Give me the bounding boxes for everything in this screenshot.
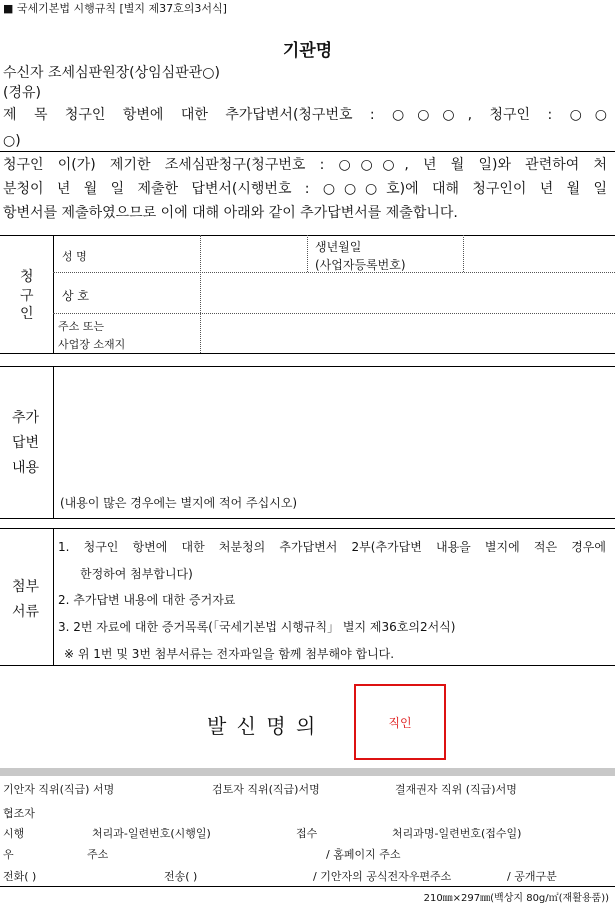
claimant-label-3: 인 xyxy=(20,306,34,322)
fax: 전송( ) xyxy=(164,870,198,883)
footer-grey-bar xyxy=(0,768,615,776)
company-label: 상 호 xyxy=(62,289,89,303)
attachments-label-1: 첨부 xyxy=(12,579,40,595)
additional-top-border xyxy=(0,366,615,367)
reviewer: 검토자 직위(직급)서명 xyxy=(212,783,320,796)
footer-bottom-border xyxy=(0,886,615,887)
form-reference: ■ 국세기본법 시행규칙 [별지 제37호의3서식] xyxy=(3,2,227,15)
body-line-1: 청구인 이(가) 제기한 조세심판청구(청구번호 : ○○○, 년 월 일)와 관련하여 처 xyxy=(3,157,607,173)
additional-label-1: 추가 xyxy=(12,410,40,426)
attachment-item-1-line-1: 1. 청구인 항변에 대한 처분청의 추가답변서 2부(추가답변 내용을 별지에 적은 경우에 xyxy=(58,540,606,554)
additional-note: (내용이 많은 경우에는 별지에 적어 주십시오) xyxy=(60,496,298,510)
attachment-note: ※ 위 1번 및 3번 첨부서류는 전자파일을 함께 첨부해야 합니다. xyxy=(64,647,395,661)
process-dept: 처리과-일련번호(시행일) xyxy=(92,827,211,840)
additional-bottom-border xyxy=(0,518,615,519)
claimant-row-divider-2 xyxy=(53,313,615,314)
birth-label-2: (사업자등록번호) xyxy=(315,258,406,272)
recipient: 수신자 조세심판원장(상임심판관○) xyxy=(3,65,220,81)
additional-label-divider xyxy=(53,366,54,518)
birth-label-1: 생년월일 xyxy=(315,240,362,254)
attachments-label-2: 서류 xyxy=(12,604,40,620)
address: 주소 xyxy=(87,848,109,861)
phone: 전화( ) xyxy=(3,870,37,883)
claimant-col-divider xyxy=(200,235,201,353)
subject-line-1: 제 목 청구인 항변에 대한 추가답변서(청구번호 : ○○○, 청구인 : ○○ xyxy=(3,107,607,123)
subject-line-2: ○) xyxy=(3,133,21,149)
process-dept-receipt: 처리과명-일련번호(접수일) xyxy=(392,827,522,840)
approver: 결재권자 직위 (직급)서명 xyxy=(395,783,517,796)
address-label-2: 사업장 소재지 xyxy=(58,338,126,351)
attachments-top-border xyxy=(0,528,615,529)
email: / 기안자의 공식전자우편주소 xyxy=(313,870,452,883)
receipt: 접수 xyxy=(296,827,318,840)
attachments-label-divider xyxy=(53,528,54,665)
collaborator: 협조자 xyxy=(3,807,35,820)
official-seal-box xyxy=(354,684,446,760)
postal: 우 xyxy=(3,848,14,861)
memo-divider xyxy=(0,151,615,152)
homepage: / 홈페이지 주소 xyxy=(326,848,401,861)
attachments-bottom-border xyxy=(0,665,615,666)
address-label-1: 주소 또는 xyxy=(58,320,105,333)
body-line-2: 분청이 년 월 일 제출한 답변서(시행번호 : ○○○호)에 대해 청구인이 년 월 일 xyxy=(3,181,607,197)
org-title: 기관명 xyxy=(282,41,333,61)
attachment-item-1-line-2: 한정하여 첨부합니다) xyxy=(80,567,193,581)
paper-spec: 210㎜×297㎜(백상지 80g/㎡(재활용품)) xyxy=(423,893,609,904)
sender-title: 발 신 명 의 xyxy=(207,714,318,738)
claimant-label-1: 청 xyxy=(20,269,34,285)
additional-label-2: 답변 xyxy=(12,435,40,451)
additional-label-3: 내용 xyxy=(12,460,40,476)
name-label: 성 명 xyxy=(62,250,87,263)
claimant-col-divider-3 xyxy=(463,235,464,272)
seal-label: 직인 xyxy=(388,716,412,730)
claimant-label-divider xyxy=(53,235,54,353)
via: (경유) xyxy=(3,85,41,101)
attachment-item-3: 3. 2번 자료에 대한 증거목록(「국세기본법 시행규칙」 별지 제36호의2서식) xyxy=(58,620,456,634)
disclosure: / 공개구분 xyxy=(507,870,557,883)
enforce: 시행 xyxy=(3,827,25,840)
body-line-3: 항변서를 제출하였으므로 이에 대해 아래와 같이 추가답변서를 제출합니다. xyxy=(3,205,458,221)
attachment-item-2: 2. 추가답변 내용에 대한 증거자료 xyxy=(58,593,236,607)
drafter: 기안자 직위(직급) 서명 xyxy=(3,783,115,796)
claimant-bottom-border xyxy=(0,353,615,354)
claimant-label-2: 구 xyxy=(20,288,34,304)
claimant-col-divider-2 xyxy=(307,235,308,272)
